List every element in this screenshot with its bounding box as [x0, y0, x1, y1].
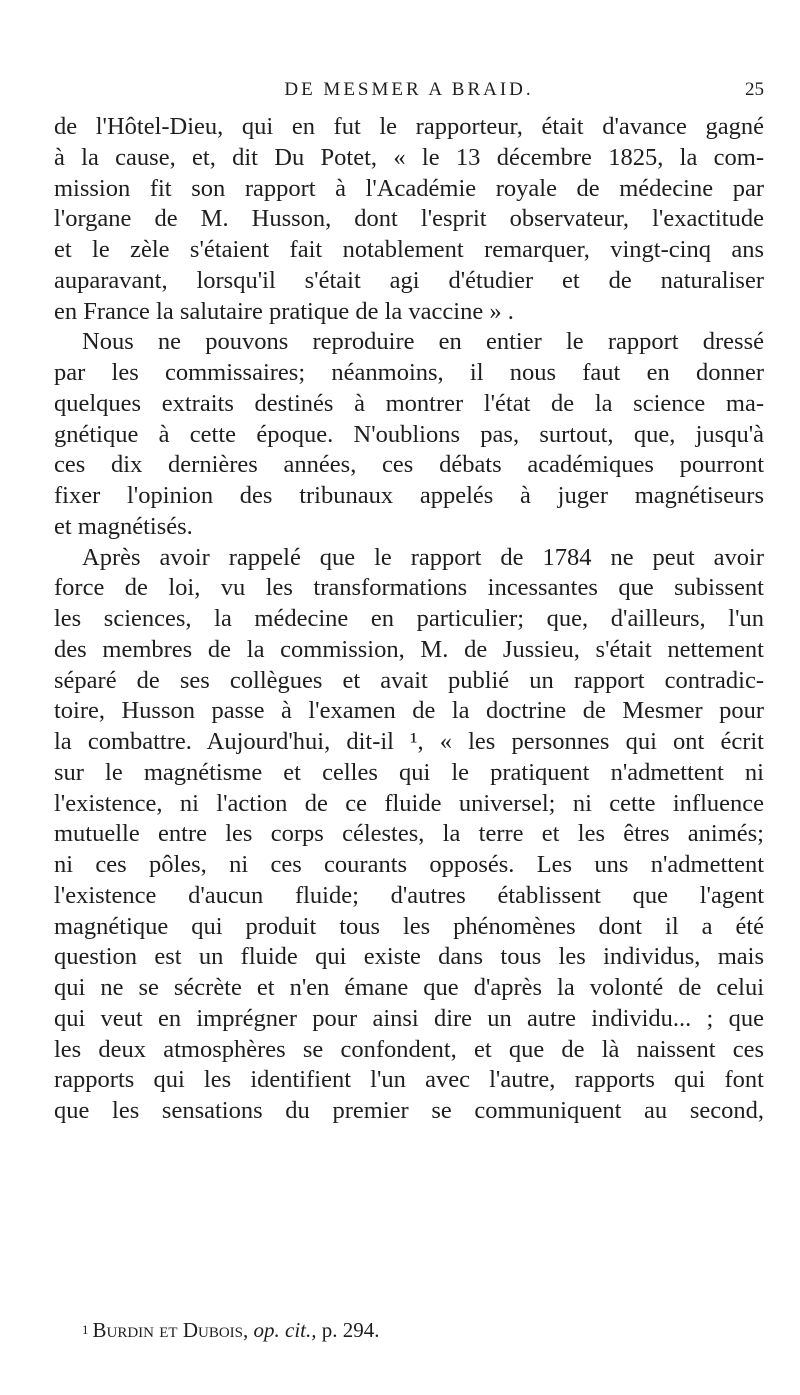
page-number: 25 [745, 79, 764, 100]
text-line: l'existence, ni l'action de ce fluide universel; ni cette influence [54, 789, 764, 817]
text-line: les sciences, la médecine en particulier; que, d'ailleurs, l'un [54, 605, 764, 632]
text-line: la combattre. Aujourd'hui, dit-il ¹, « les personnes qui ont écrit [54, 728, 764, 755]
footnote-authors: Burdin et Dubois, [92, 1318, 249, 1342]
text-line: question est un fluide qui existe dans tous les individus, mais [54, 943, 764, 971]
text-line: de l'Hôtel-Dieu, qui en fut le rapporteur, était d'avance gagné [54, 113, 764, 140]
text-line: en France la salutaire pratique de la vaccine » . [54, 297, 514, 325]
text-line: magnétique qui produit tous les phénomènes dont il a été [54, 912, 764, 940]
text-line: à la cause, et, dit Du Potet, « le 13 décembre 1825, la com- [54, 143, 764, 171]
text-line: séparé de ses collègues et avait publié un rapport contradic- [54, 666, 764, 694]
text-line: fixer l'opinion des tribunaux appelés à juger magnétiseurs [54, 482, 764, 509]
text-line: mutuelle entre les corps célestes, la terre et les êtres animés; [54, 820, 764, 848]
footnote-ref: op. cit., [253, 1318, 317, 1342]
text-line: rapports qui les identifient l'un avec l'autre, rapports qui font [54, 1066, 764, 1094]
text-line: Nous ne pouvons reproduire en entier le rapport dressé [82, 328, 764, 356]
running-head [54, 76, 764, 104]
text-line: qui ne se sécrète et n'en émane que d'après la volonté de celui [54, 974, 764, 1001]
text-line: Après avoir rappelé que le rapport de 1784 ne peut avoir [82, 543, 764, 571]
text-line: ni ces pôles, ni ces courants opposés. Les uns n'admettent [54, 851, 764, 878]
running-title: DE MESMER A BRAID. [284, 79, 534, 100]
text-line: l'organe de M. Husson, dont l'esprit observateur, l'exactitude [54, 205, 764, 233]
text-line: que les sensations du premier se communiquent au second, [54, 1097, 764, 1124]
footnote-mark: 1 [82, 1322, 89, 1337]
footnote-page: p. 294. [321, 1318, 380, 1342]
text-line: les deux atmosphères se confondent, et que de là naissent ces [54, 1035, 764, 1063]
text-line: et le zèle s'étaient fait notablement remarquer, vingt-cinq ans [54, 236, 764, 263]
text-line: l'existence d'aucun fluide; d'autres établissent que l'agent [54, 881, 764, 909]
text-line: par les commissaires; néanmoins, il nous faut en donner [54, 359, 764, 386]
text-line: qui veut en imprégner pour ainsi dire un autre individu... ; que [54, 1004, 764, 1032]
text-line: gnétique à cette époque. N'oublions pas, surtout, que, jusqu'à [54, 420, 764, 448]
text-line: toire, Husson passe à l'examen de la doctrine de Mesmer pour [54, 697, 764, 725]
text-line: mission fit son rapport à l'Académie royale de médecine par [54, 174, 764, 202]
text-line: auparavant, lorsqu'il s'était agi d'étudier et de naturaliser [54, 266, 764, 294]
body-text [54, 112, 764, 1127]
text-line: des membres de la commission, M. de Jussieu, s'était nettement [54, 635, 764, 663]
text-line: et magnétisés. [54, 512, 193, 540]
text-line: sur le magnétisme et celles qui le pratiquent n'admettent ni [54, 758, 764, 786]
footnote [82, 1316, 764, 1344]
text-line: force de loi, vu les transformations incessantes que subissent [54, 574, 764, 602]
text-line: ces dix dernières années, ces débats académiques pourront [54, 451, 764, 479]
text-line: quelques extraits destinés à montrer l'état de la science ma- [54, 389, 764, 417]
